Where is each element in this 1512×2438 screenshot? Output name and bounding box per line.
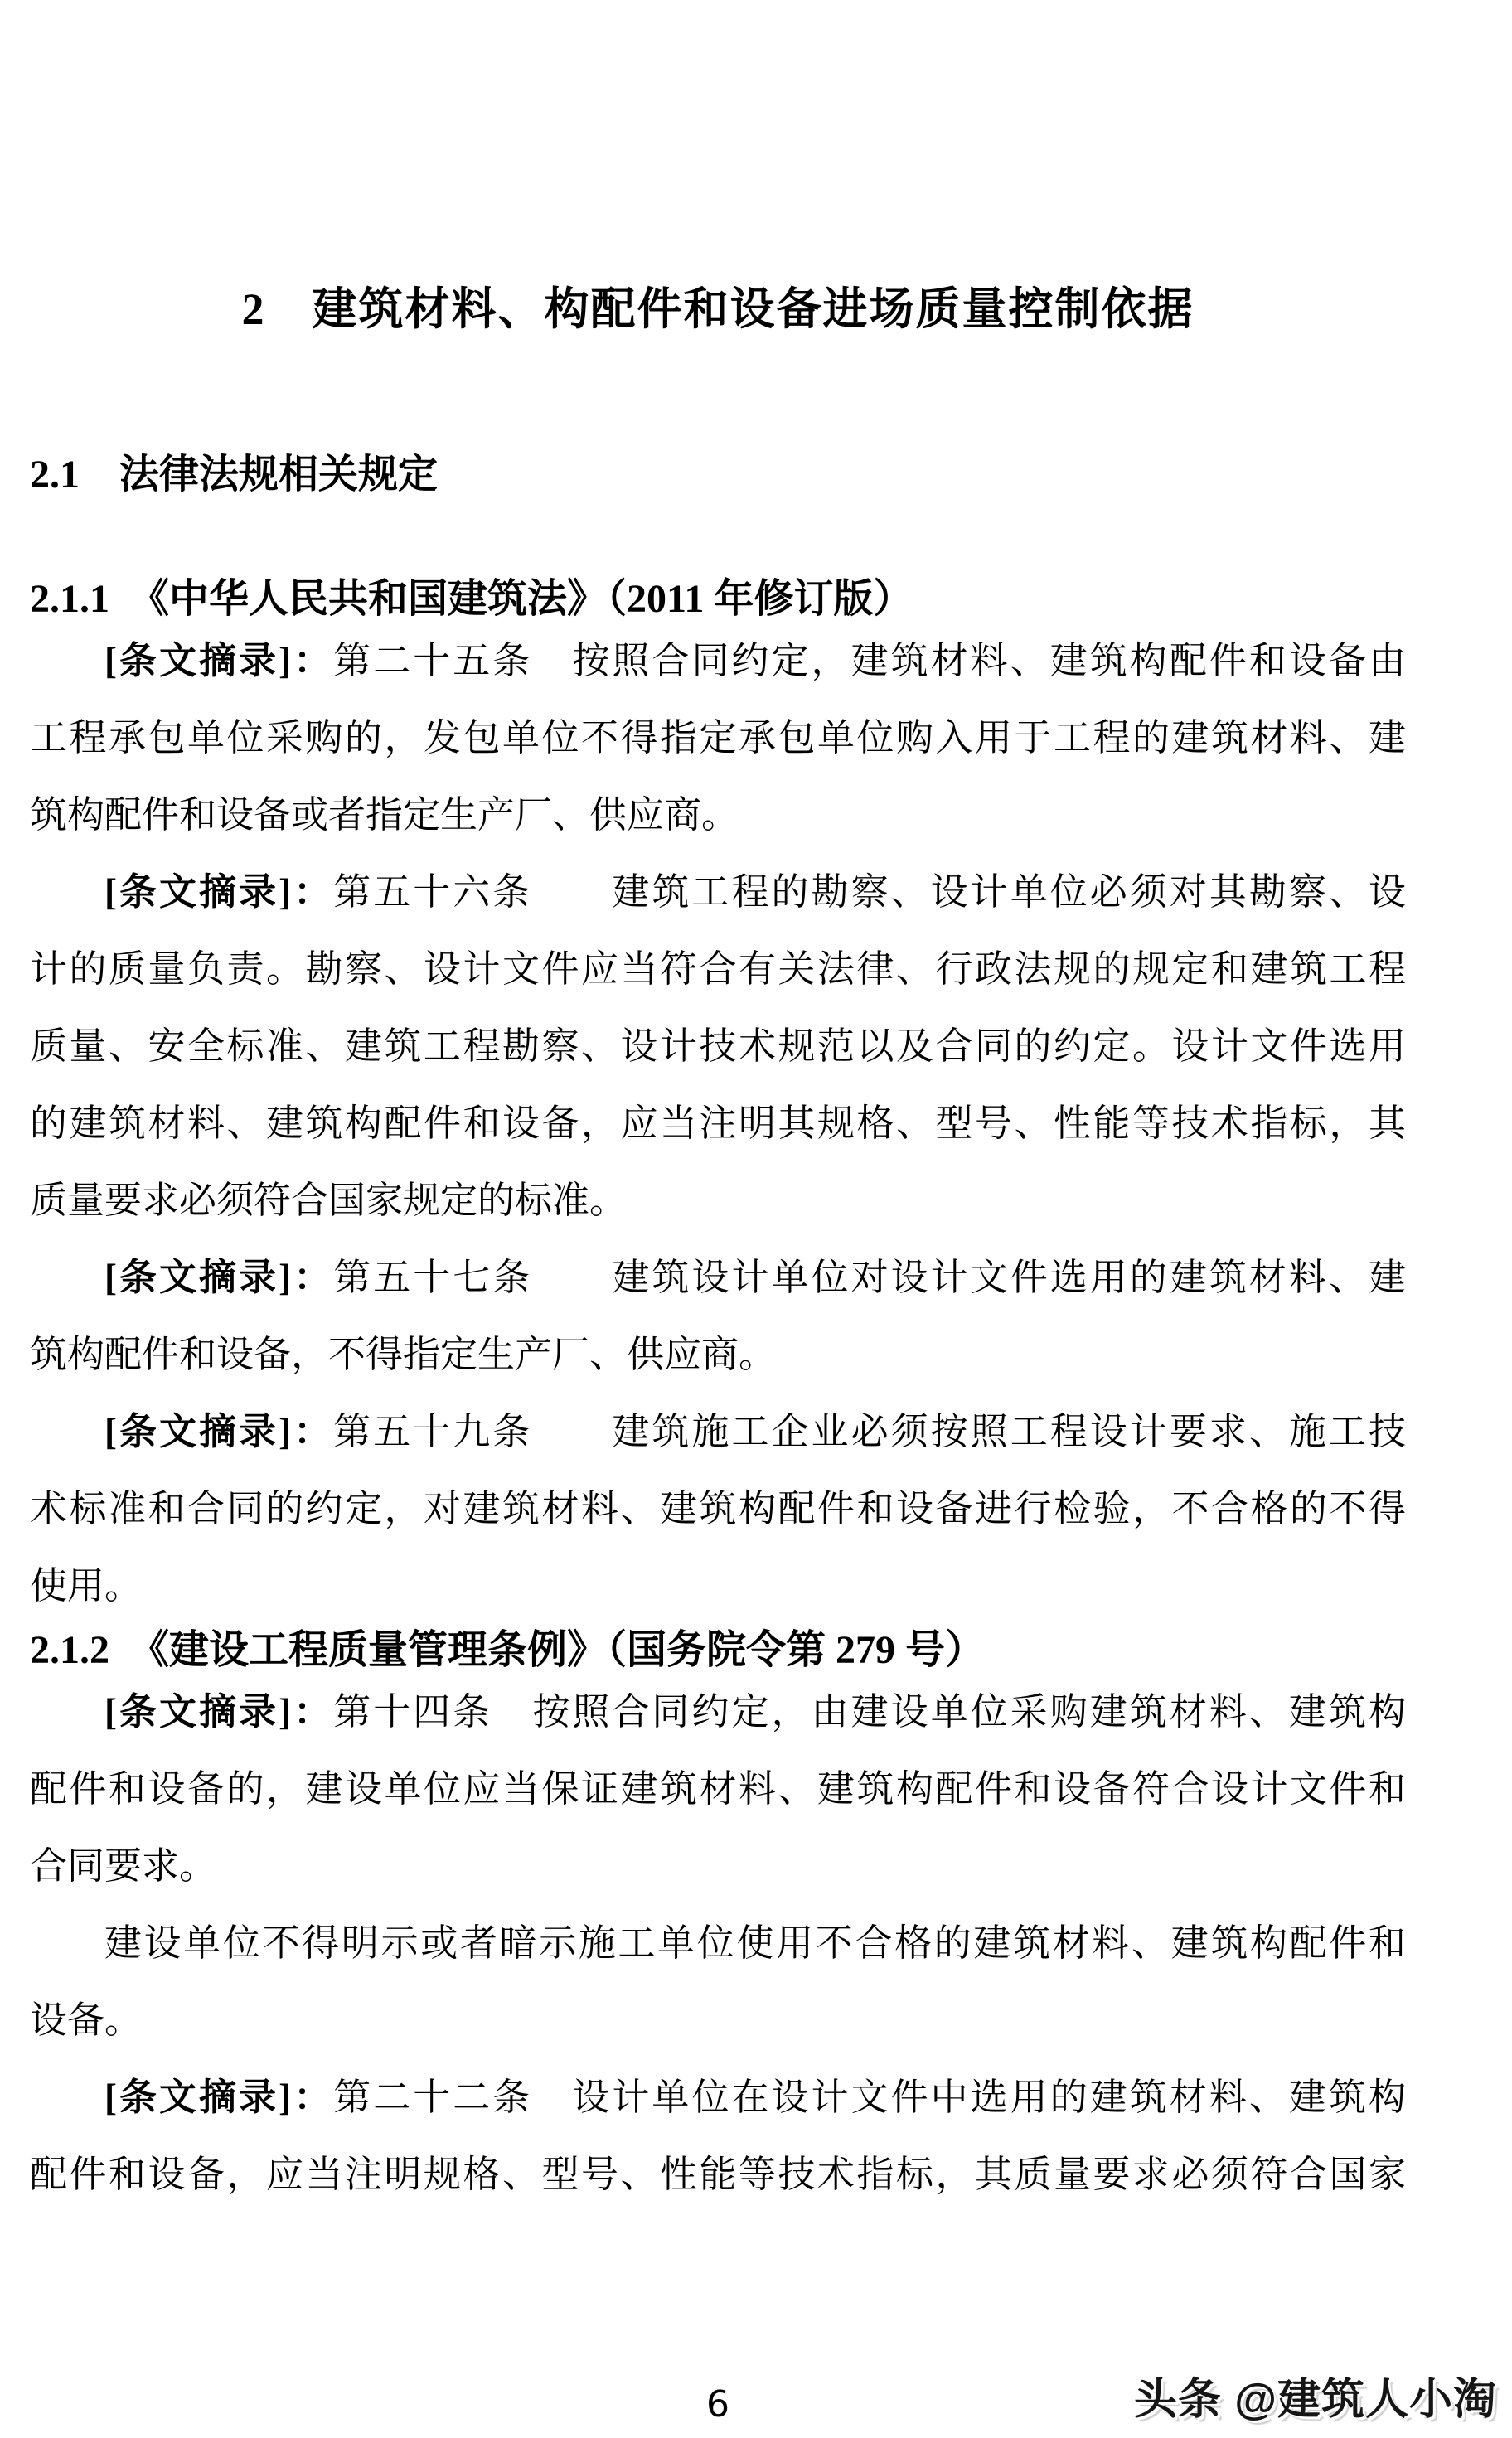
text-line: [条文摘录]：第五十六条 建筑工程的勘察、设计单位必须对其勘察、设: [104, 871, 1406, 913]
clause-14: [30, 1674, 1406, 1905]
text-line: 设备。: [30, 1999, 143, 2041]
clause-14-cont: [30, 1905, 1406, 2059]
body-blocks: [30, 285, 1406, 2213]
text-line: [条文摘录]：第五十九条 建筑施工企业必须按照工程设计要求、施工技: [104, 1411, 1406, 1452]
clause-57: [30, 1239, 1406, 1393]
page-number: 6: [706, 2383, 729, 2426]
clause-lead: [条文摘录]：: [104, 1691, 334, 1733]
clause-lead: [条文摘录]：: [104, 1257, 334, 1298]
clause-25: [30, 623, 1406, 854]
text-line: [条文摘录]：第二十五条 按照合同约定，建筑材料、建筑构配件和设备由: [104, 640, 1406, 681]
text-line: [条文摘录]：第十四条 按照合同约定，由建设单位采购建筑材料、建筑构: [104, 1691, 1406, 1733]
text-line: 使用。: [30, 1565, 143, 1607]
text-line: 计的质量负责。勘察、设计文件应当符合有关法律、行政法规的规定和建筑工程: [30, 948, 1406, 990]
section-2-1-2: 2.1.2 《建设工程质量管理条例》（国务院令第 279 号）: [30, 1628, 986, 1672]
text-line: 合同要求。: [30, 1845, 217, 1887]
clause-lead: [条文摘录]：: [104, 1411, 334, 1452]
section-2-1: 2.1 法律法规相关规定: [30, 453, 439, 497]
clause-59: [30, 1393, 1406, 1625]
section-2-1-1: 2.1.1 《中华人民共和国建筑法》（2011 年修订版）: [30, 577, 914, 621]
clause-lead: [条文摘录]：: [104, 640, 334, 681]
text-line: 的建筑材料、建筑构配件和设备，应当注明其规格、型号、性能等技术指标，其: [30, 1103, 1406, 1144]
text-line: [条文摘录]：第五十七条 建筑设计单位对设计文件选用的建筑材料、建: [104, 1257, 1406, 1298]
chapter-title: 2 建筑材料、构配件和设备进场质量控制依据: [241, 284, 1195, 334]
clause-22: [30, 2059, 1406, 2213]
page-content: [0, 285, 1512, 2213]
text-line: 建设单位不得明示或者暗示施工单位使用不合格的建筑材料、建筑构配件和: [104, 1922, 1406, 1964]
clause-lead: [条文摘录]：: [104, 871, 334, 913]
text-line: 配件和设备的，建设单位应当保证建筑材料、建筑构配件和设备符合设计文件和: [30, 1768, 1406, 1810]
text-line: 筑构配件和设备，不得指定生产厂、供应商。: [30, 1334, 777, 1375]
text-line: 筑构配件和设备或者指定生产厂、供应商。: [30, 794, 739, 836]
text-line: 质量要求必须符合国家规定的标准。: [30, 1180, 628, 1221]
text-line: [条文摘录]：第二十二条 设计单位在设计文件中选用的建筑材料、建筑构: [104, 2077, 1406, 2118]
text-line: 工程承包单位采购的，发包单位不得指定承包单位购入用于工程的建筑材料、建: [30, 717, 1406, 759]
clause-56: [30, 854, 1406, 1239]
watermark-text: 头条 @建筑人小淘: [1133, 2376, 1497, 2424]
text-line: 术标准和合同的约定，对建筑材料、建筑构配件和设备进行检验，不合格的不得: [30, 1488, 1406, 1529]
text-line: 配件和设备，应当注明规格、型号、性能等技术指标，其质量要求必须符合国家: [30, 2154, 1406, 2195]
clause-lead: [条文摘录]：: [104, 2077, 334, 2118]
text-line: 质量、安全标准、建筑工程勘察、设计技术规范以及合同的约定。设计文件选用: [30, 1025, 1406, 1067]
